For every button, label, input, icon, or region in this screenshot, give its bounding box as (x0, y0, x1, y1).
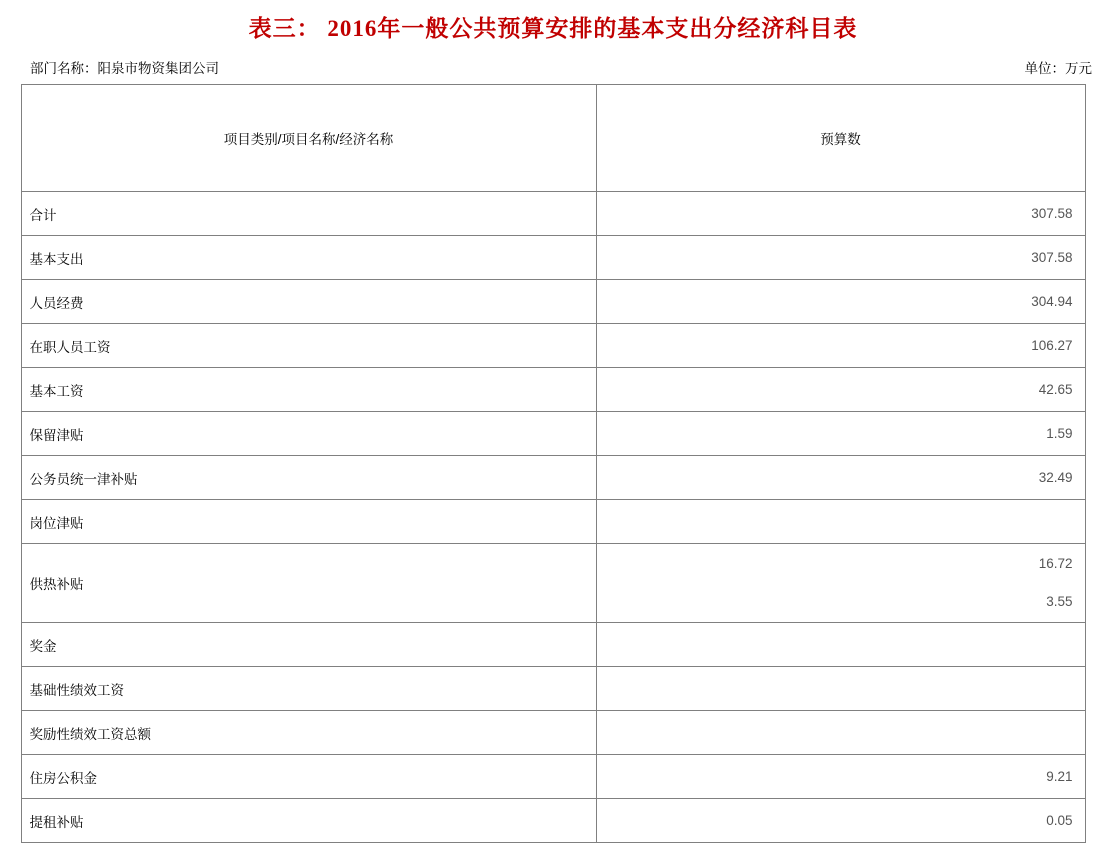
table-row (21, 280, 1085, 324)
row-label: 保留津贴 (21, 412, 596, 456)
row-value-line: 16.72 (1038, 556, 1073, 571)
row-value (596, 544, 1085, 623)
row-label: 基本工资 (21, 368, 596, 412)
row-value: 1.59 (596, 412, 1085, 456)
table-body (21, 192, 1085, 843)
row-label: 人员经费 (21, 280, 596, 324)
table-row (21, 456, 1085, 500)
table-row (21, 799, 1085, 843)
row-label: 岗位津贴 (21, 500, 596, 544)
row-value (596, 667, 1085, 711)
table-row (21, 324, 1085, 368)
page-title: 表三： 2016年一般公共预算安排的基本支出分经济科目表 (248, 16, 858, 41)
table-row (21, 711, 1085, 755)
row-label: 奖金 (21, 623, 596, 667)
department-label: 部门名称：阳泉市物资集团公司 (30, 61, 219, 76)
row-value: 0.05 (596, 799, 1085, 843)
row-value: 307.58 (596, 236, 1085, 280)
row-label: 基本支出 (21, 236, 596, 280)
table-row (21, 755, 1085, 799)
row-label: 奖励性绩效工资总额 (21, 711, 596, 755)
unit-label: 单位：万元 (1024, 61, 1092, 76)
row-label: 供热补贴 (21, 544, 596, 623)
row-value (596, 623, 1085, 667)
row-label: 提租补贴 (21, 799, 596, 843)
column-header-name: 项目类别/项目名称/经济名称 (21, 85, 596, 192)
row-value: 42.65 (596, 368, 1085, 412)
row-value: 106.27 (596, 324, 1085, 368)
budget-table (21, 84, 1086, 843)
table-row (21, 192, 1085, 236)
row-value (596, 711, 1085, 755)
table-row (21, 623, 1085, 667)
row-value: 307.58 (596, 192, 1085, 236)
row-value: 9.21 (596, 755, 1085, 799)
column-header-value: 预算数 (596, 85, 1085, 192)
meta-row (0, 49, 1106, 84)
row-value: 304.94 (596, 280, 1085, 324)
row-value (596, 500, 1085, 544)
table-header-row (21, 85, 1085, 192)
row-label: 住房公积金 (21, 755, 596, 799)
table-row (21, 544, 1085, 623)
table-header (21, 85, 1085, 192)
table-row (21, 412, 1085, 456)
table-row (21, 500, 1085, 544)
table-row (21, 236, 1085, 280)
row-label: 合计 (21, 192, 596, 236)
row-label: 公务员统一津补贴 (21, 456, 596, 500)
row-label: 在职人员工资 (21, 324, 596, 368)
row-label: 基础性绩效工资 (21, 667, 596, 711)
table-row (21, 667, 1085, 711)
table-row (21, 368, 1085, 412)
row-value: 32.49 (596, 456, 1085, 500)
row-value-line: 3.55 (1046, 594, 1073, 609)
